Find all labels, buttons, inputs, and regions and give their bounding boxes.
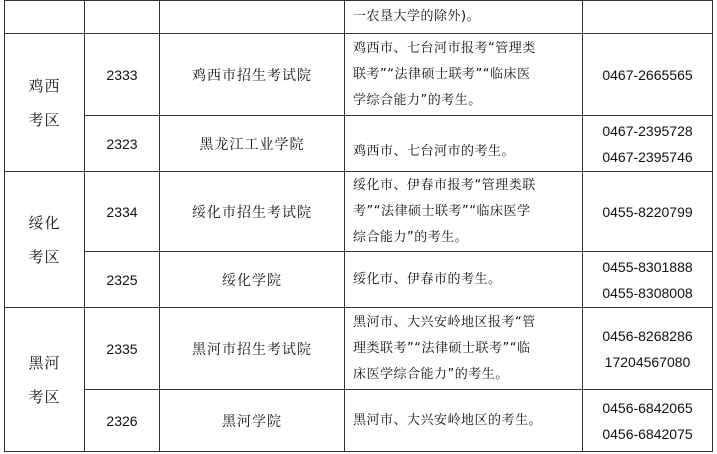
area-name: 考区 — [28, 247, 61, 266]
area-cell-jixi — [5, 34, 85, 172]
table-row — [5, 34, 713, 116]
scope-text: 联考”“法律硕士联考”“临床医 — [353, 66, 531, 82]
code-cell: 2334 — [85, 172, 160, 252]
scope-text: 绥化市、伊春市报考“管理类联 — [353, 177, 536, 193]
phone-number: 0456-6842065 — [602, 399, 693, 416]
exam-site-table — [4, 0, 713, 452]
code-cell: 2326 — [85, 390, 160, 452]
scope-cell — [345, 308, 583, 390]
scope-text: 鸡西市、七台河市报考“管理类 — [353, 40, 536, 56]
phone-number: 0467-2665565 — [602, 66, 693, 83]
table-row — [5, 172, 713, 252]
phone-cell — [583, 34, 713, 116]
scope-cell — [345, 390, 583, 452]
site-cell — [160, 1, 345, 34]
site-cell: 黑河市招生考试院 — [160, 308, 345, 390]
area-name: 黑河 — [28, 353, 61, 372]
site-cell: 绥化市招生考试院 — [160, 172, 345, 252]
phone-cell — [583, 116, 713, 172]
scope-text: 鸡西市、七台河市的考生。 — [353, 144, 516, 159]
area-cell-suihua — [5, 172, 85, 308]
area-name: 考区 — [28, 387, 61, 406]
phone-cell — [583, 172, 713, 252]
scope-text: 考”“法律硕士联考”“临床医学 — [353, 203, 531, 219]
phone-cell — [583, 252, 713, 308]
phone-number: 0455-8220799 — [602, 203, 693, 220]
table-row — [5, 116, 713, 172]
scope-cell — [345, 252, 583, 308]
site-cell: 黑龙江工业学院 — [160, 116, 345, 172]
scope-text: 床医学综合能力”的考生。 — [353, 366, 509, 382]
site-cell: 绥化学院 — [160, 252, 345, 308]
area-cell — [5, 1, 85, 34]
table-row — [5, 252, 713, 308]
scope-cell — [345, 1, 583, 34]
phone-cell — [583, 1, 713, 34]
scope-cell — [345, 34, 583, 116]
table-row — [5, 308, 713, 390]
phone-number: 0467-2395728 — [602, 122, 693, 139]
table-row — [5, 1, 713, 34]
area-name: 绥化 — [28, 213, 61, 232]
phone-cell — [583, 308, 713, 390]
phone-cell — [583, 390, 713, 452]
area-cell-heihe — [5, 308, 85, 452]
scope-text: 黑河市、大兴安岭地区的考生。 — [353, 412, 543, 428]
scope-text: 一农垦大学的除外)。 — [353, 9, 481, 24]
area-name: 考区 — [28, 110, 61, 129]
phone-number: 0456-8268286 — [602, 327, 693, 344]
phone-number: 0455-8301888 — [602, 258, 693, 275]
code-cell: 2335 — [85, 308, 160, 390]
phone-number: 0455-8308008 — [602, 284, 693, 301]
area-name: 鸡西 — [28, 76, 61, 95]
scope-text: 理类联考”“法律硕士联考”“临 — [353, 340, 531, 356]
code-cell: 2333 — [85, 34, 160, 116]
site-cell: 鸡西市招生考试院 — [160, 34, 345, 116]
scope-text: 综合能力”的考生。 — [353, 229, 469, 245]
phone-number: 17204567080 — [604, 353, 691, 370]
code-cell — [85, 1, 160, 34]
scope-text: 学综合能力”的考生。 — [353, 92, 482, 108]
code-cell: 2325 — [85, 252, 160, 308]
scope-cell — [345, 116, 583, 172]
scope-cell — [345, 172, 583, 252]
phone-number: 0456-6842075 — [602, 425, 693, 442]
site-cell: 黑河学院 — [160, 390, 345, 452]
scope-text: 绥化市、伊春市的考生。 — [353, 271, 502, 287]
code-cell: 2323 — [85, 116, 160, 172]
scope-text: 黑河市、大兴安岭地区报考“管 — [353, 314, 536, 330]
table-row — [5, 390, 713, 452]
phone-number: 0467-2395746 — [602, 148, 693, 165]
